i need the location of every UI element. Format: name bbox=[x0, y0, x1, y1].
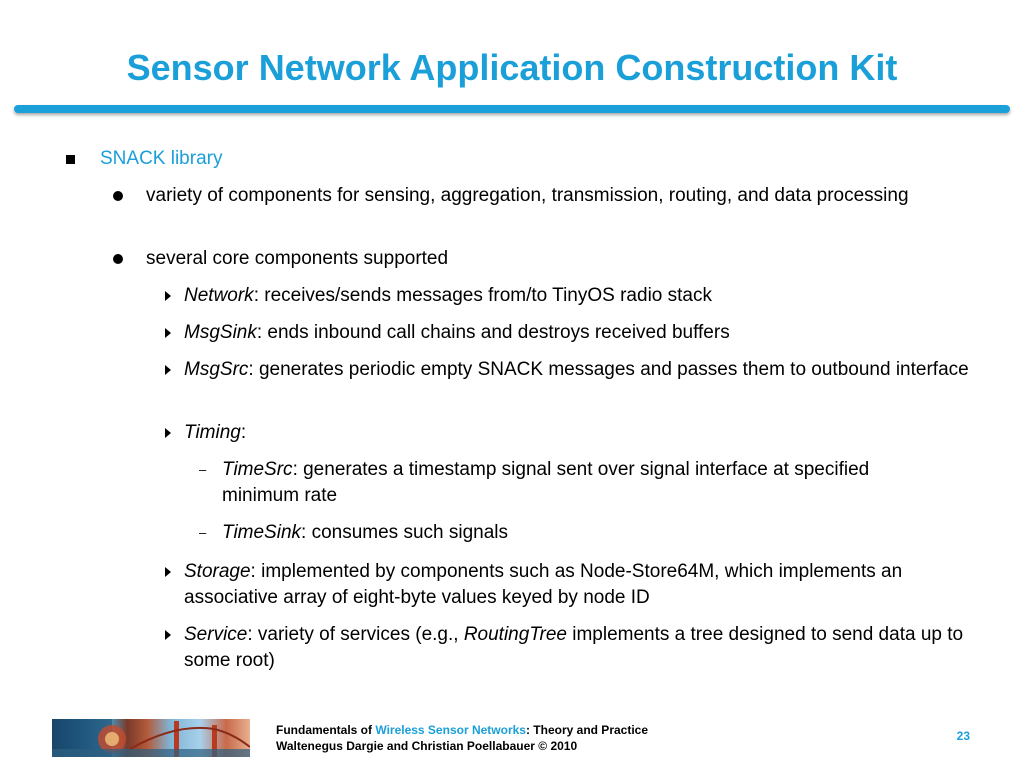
bullet-text-part: : generates a timestamp signal sent over signal interface at specified minimum rate bbox=[222, 459, 870, 506]
triangle-bullet bbox=[165, 365, 171, 375]
bullet-text bbox=[184, 320, 984, 346]
bullet-text-part: : bbox=[240, 422, 247, 443]
bullet-text-part: SNACK library bbox=[100, 148, 223, 169]
triangle-bullet bbox=[165, 291, 171, 301]
footer-prefix: Fundamentals of bbox=[276, 723, 376, 737]
triangle-bullet bbox=[165, 328, 171, 338]
triangle-bullet bbox=[165, 428, 171, 438]
footer-line-2: Waltenegus Dargie and Christian Poellabauer © 2010 bbox=[276, 739, 578, 753]
title-divider bbox=[14, 105, 1010, 113]
bullet-text bbox=[146, 246, 976, 272]
component-name: Storage bbox=[184, 561, 251, 582]
component-name: Network bbox=[184, 285, 254, 306]
bullet-text-part: : ends inbound call chains and destroys received buffers bbox=[256, 322, 730, 343]
bullet-text bbox=[184, 420, 984, 446]
bullet-text-part: : consumes such signals bbox=[301, 522, 509, 543]
component-name: RoutingTree bbox=[463, 624, 567, 645]
bullet-text-part: : receives/sends messages from/to TinyOS radio stack bbox=[253, 285, 712, 306]
bullet-text bbox=[100, 146, 222, 172]
dash-bullet: – bbox=[199, 525, 207, 540]
component-name: MsgSink bbox=[184, 322, 257, 343]
component-name: TimeSrc bbox=[222, 459, 293, 480]
round-bullet bbox=[113, 191, 123, 201]
bullet-text bbox=[146, 183, 976, 209]
bullet-text-part: : variety of services (e.g., bbox=[247, 624, 464, 645]
component-name: Service bbox=[184, 624, 248, 645]
slide-title: Sensor Network Application Construction Kit bbox=[126, 47, 898, 88]
footer-citation bbox=[276, 722, 648, 754]
footer-banner-image bbox=[52, 719, 250, 757]
round-bullet bbox=[113, 254, 123, 264]
bullet-text-part: implements a tree designed to send data up to some root) bbox=[184, 624, 964, 671]
footer-line-1 bbox=[276, 722, 648, 738]
bullet-text bbox=[184, 622, 984, 674]
page-number: 23 bbox=[956, 729, 970, 743]
footer-suffix: : Theory and Practice bbox=[525, 723, 649, 737]
bullet-text bbox=[184, 559, 984, 611]
component-name: MsgSrc bbox=[184, 359, 249, 380]
bullet-text bbox=[184, 357, 984, 383]
footer-highlight: Wireless Sensor Networks bbox=[375, 723, 526, 737]
component-name: TimeSink bbox=[222, 522, 302, 543]
bullet-text bbox=[184, 283, 984, 309]
bullet-text-part: : implemented by components such as Node-Store64M, which implements an associative array of eight-byte values keyed by node ID bbox=[184, 561, 903, 608]
triangle-bullet bbox=[165, 567, 171, 577]
bullet-text-part: : generates periodic empty SNACK messages and passes them to outbound interface bbox=[248, 359, 969, 380]
bullet-text-part: variety of components for sensing, aggregation, transmission, routing, and data processing bbox=[146, 185, 909, 206]
dash-bullet: – bbox=[199, 462, 207, 477]
bullet-text bbox=[222, 457, 942, 509]
square-bullet bbox=[66, 155, 75, 164]
triangle-bullet bbox=[165, 630, 171, 640]
bullet-text bbox=[222, 520, 942, 546]
bullet-text-part: several core components supported bbox=[146, 248, 449, 269]
component-name: Timing bbox=[184, 422, 241, 443]
